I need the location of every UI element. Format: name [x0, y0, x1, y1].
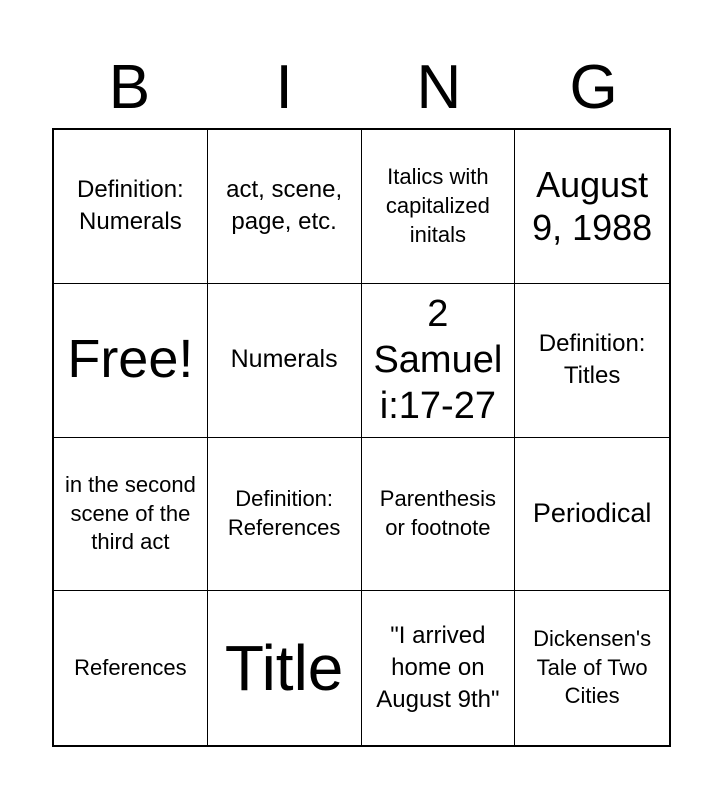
header-letter-g: G	[569, 53, 618, 122]
bingo-header	[52, 50, 671, 126]
bingo-cell[interactable]: Parenthesis or footnote	[362, 438, 516, 592]
bingo-cell[interactable]: act, scene, page, etc.	[208, 130, 362, 284]
bingo-cell[interactable]: Numerals	[208, 284, 362, 438]
bingo-cell[interactable]: Definition: Titles	[515, 284, 669, 438]
header-letter-b: B	[108, 53, 151, 122]
bingo-cell[interactable]: Title	[208, 591, 362, 745]
bingo-cell[interactable]: 2 Samuel i:17-27	[362, 284, 516, 438]
bingo-cell[interactable]: Italics with capitalized initals	[362, 130, 516, 284]
bingo-cell[interactable]: Dickensen's Tale of Two Cities	[533, 626, 652, 709]
bingo-cell[interactable]: Periodical	[515, 438, 669, 592]
header-letter-i: I	[275, 53, 293, 122]
free-space-cell[interactable]: Free!	[54, 284, 208, 438]
bingo-cell[interactable]: "I arrived home on August 9th"	[362, 591, 516, 745]
bingo-cell[interactable]: References	[54, 591, 208, 745]
bingo-board	[52, 128, 671, 747]
bingo-cell[interactable]: Definition: Numerals	[54, 130, 208, 284]
header-letter-n: N	[416, 53, 462, 122]
bingo-cell[interactable]: August 9, 1988	[515, 130, 669, 284]
bingo-cell[interactable]: Definition: References	[208, 438, 362, 592]
bingo-cell[interactable]: in the second scene of the third act	[54, 438, 208, 592]
